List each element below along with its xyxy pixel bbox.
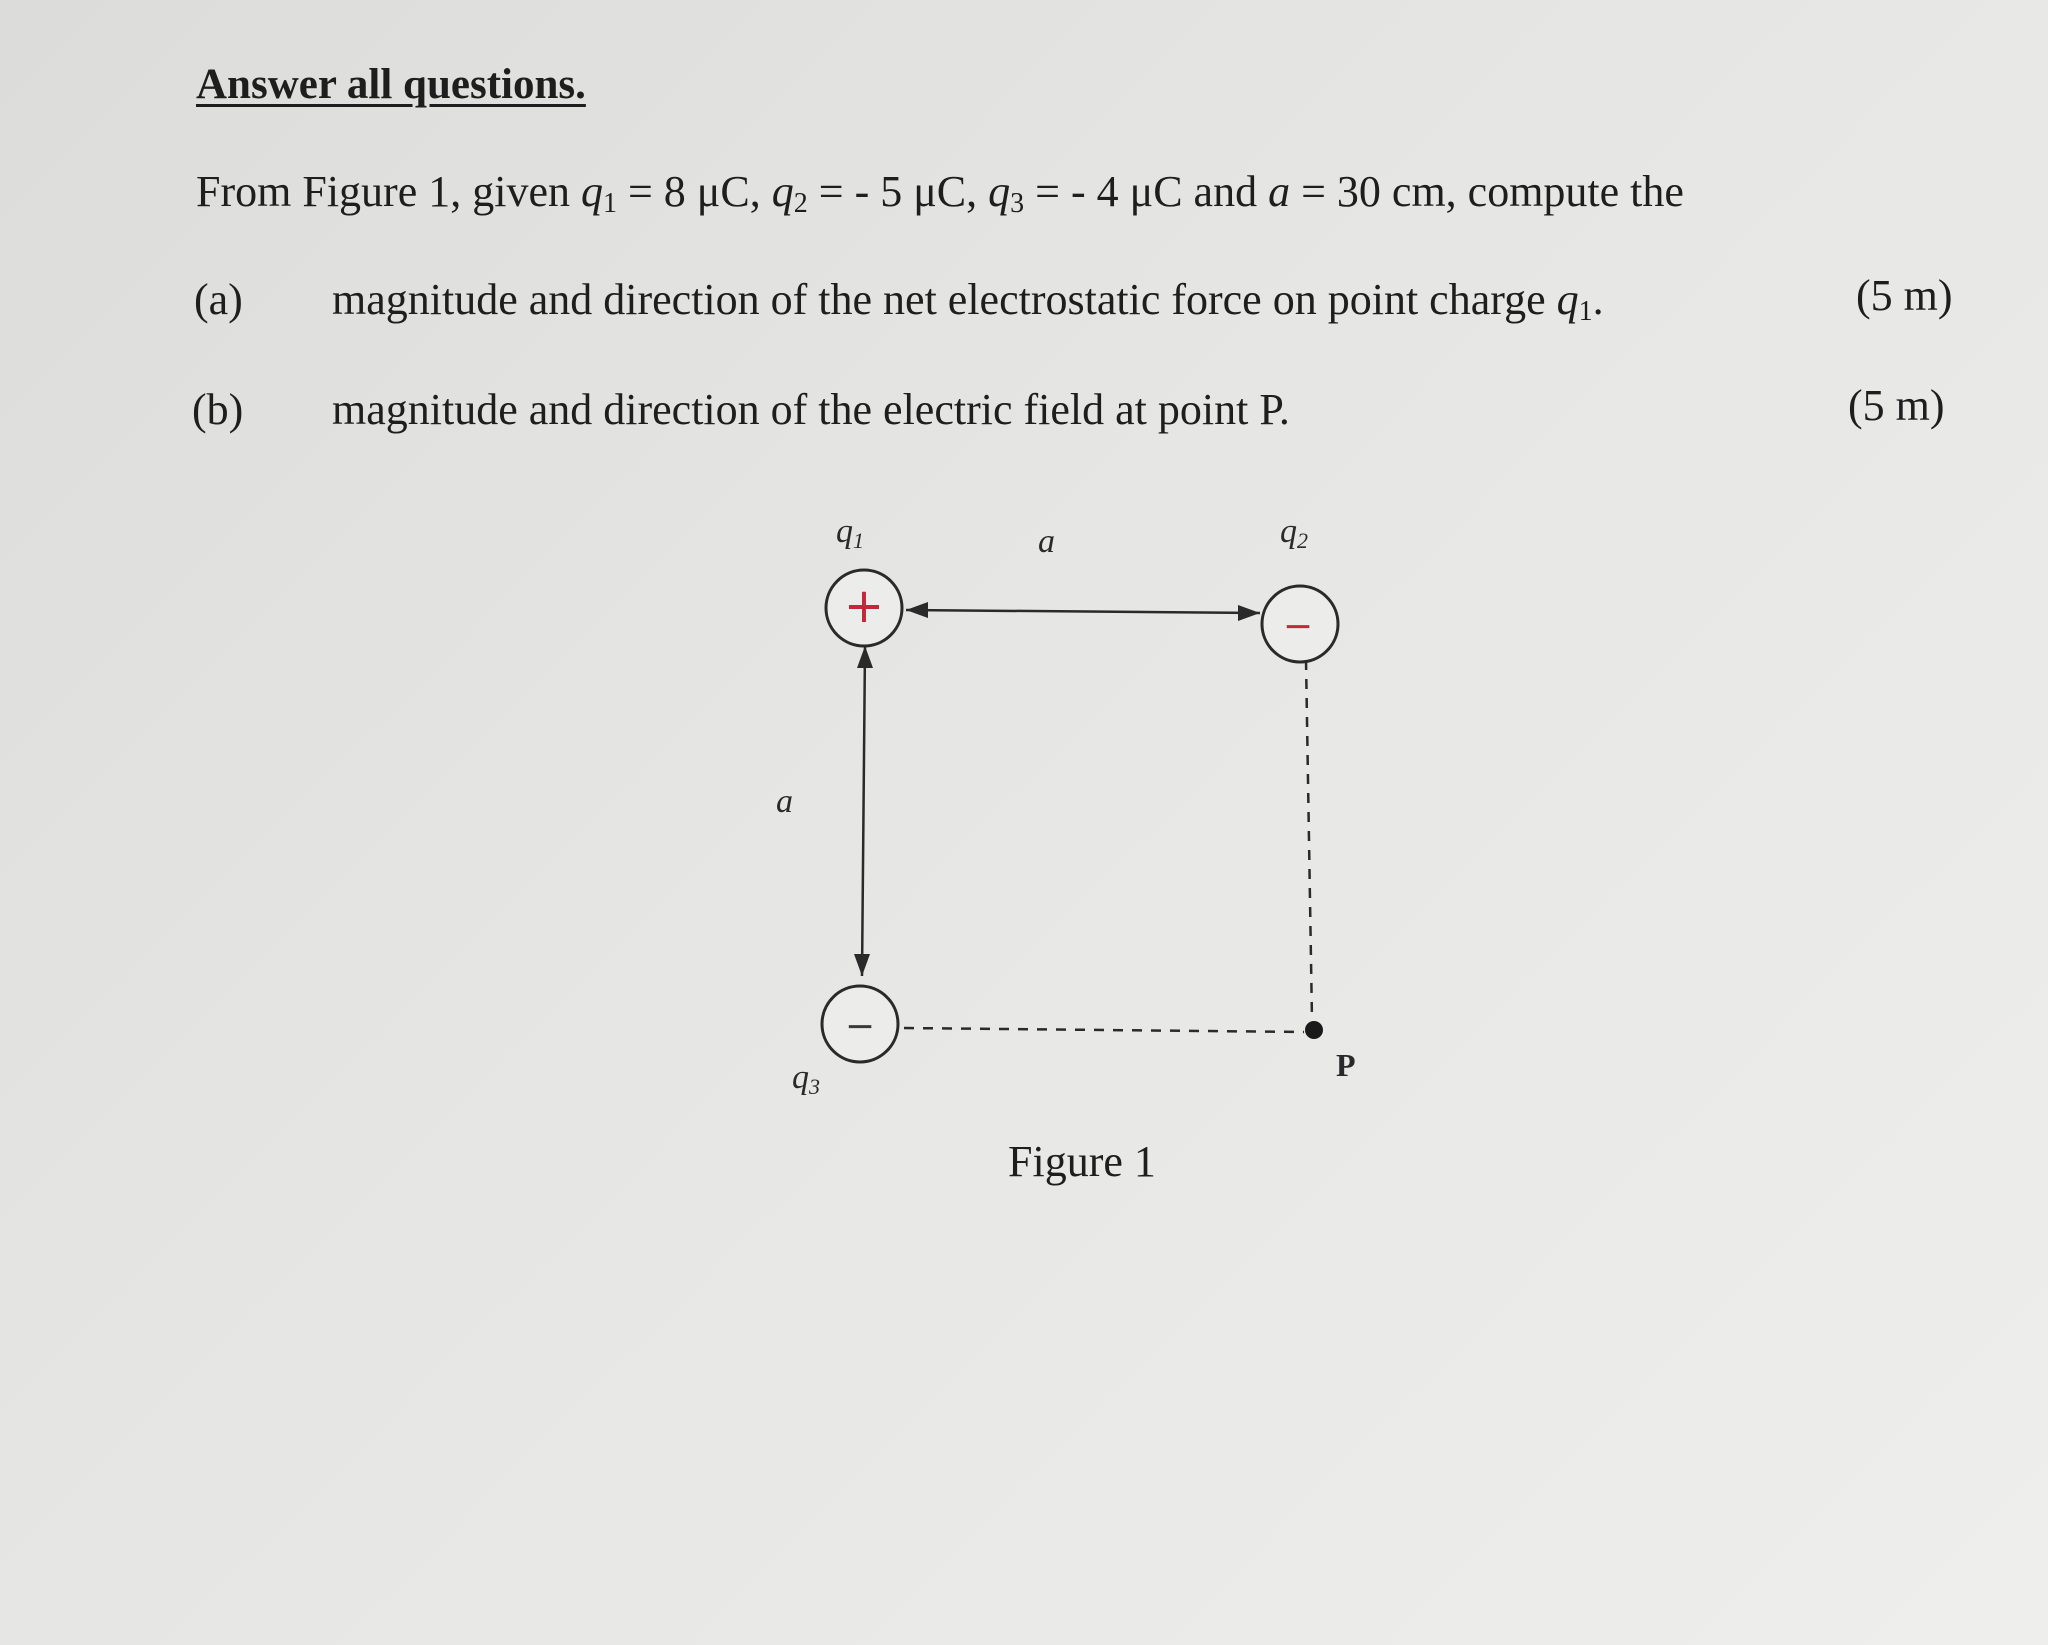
arrowhead-down	[854, 954, 870, 976]
side-q1-q2-line	[906, 610, 1260, 613]
intro-prefix: From Figure 1, given	[196, 167, 581, 216]
arrowhead-right	[1238, 605, 1260, 621]
charge-q2	[1262, 586, 1338, 662]
side-q1-q3-line	[862, 646, 865, 976]
section-heading: Answer all questions.	[196, 61, 586, 108]
a-value: = 30 cm, compute the	[1290, 167, 1684, 216]
side-q2-p-dashed	[1306, 660, 1312, 1020]
question-a-label: (a)	[194, 275, 243, 324]
minus-sign: −	[844, 1006, 876, 1047]
question-b-label: (b)	[192, 385, 244, 434]
label-point-p: P	[1336, 1047, 1356, 1083]
label-q1: q1	[836, 513, 864, 553]
question-a-subscript: 1	[1578, 296, 1593, 327]
side-q3-p-dashed	[904, 1028, 1304, 1032]
question-a-marks: (5 m)	[1856, 271, 1953, 320]
q2-value: = - 5 μC,	[807, 167, 989, 216]
q3-value: = - 4 μC and	[1024, 167, 1269, 216]
arrowhead-left	[906, 602, 928, 618]
q1-value: = 8 μC,	[616, 167, 772, 216]
q3-subscript: 3	[1010, 188, 1025, 219]
question-b-marks: (5 m)	[1848, 381, 1945, 430]
figure-caption: Figure 1	[1008, 1137, 1156, 1186]
charge-q3	[822, 986, 898, 1062]
q3-symbol: q	[988, 167, 1011, 216]
label-q2: q2	[1280, 513, 1308, 553]
label-side-left: a	[776, 783, 793, 820]
question-b-text: magnitude and direction of the electric field at point P.	[332, 385, 1290, 434]
point-p-dot	[1305, 1021, 1323, 1039]
question-a-body: magnitude and direction of the net electrostatic force on point charge	[332, 275, 1557, 324]
label-q3: q3	[792, 1059, 820, 1099]
q1-subscript: 1	[602, 188, 617, 219]
arrowhead-up	[857, 646, 873, 668]
plus-sign: +	[843, 578, 885, 634]
a-symbol: a	[1268, 167, 1291, 216]
q1-symbol: q	[580, 167, 603, 216]
question-a-end: .	[1592, 275, 1604, 324]
charge-q1	[826, 570, 902, 646]
label-side-top: a	[1038, 523, 1055, 560]
minus-sign: −	[1282, 606, 1314, 647]
question-a-symbol: q	[1556, 275, 1579, 324]
q2-subscript: 2	[793, 188, 808, 219]
q2-symbol: q	[771, 167, 794, 216]
